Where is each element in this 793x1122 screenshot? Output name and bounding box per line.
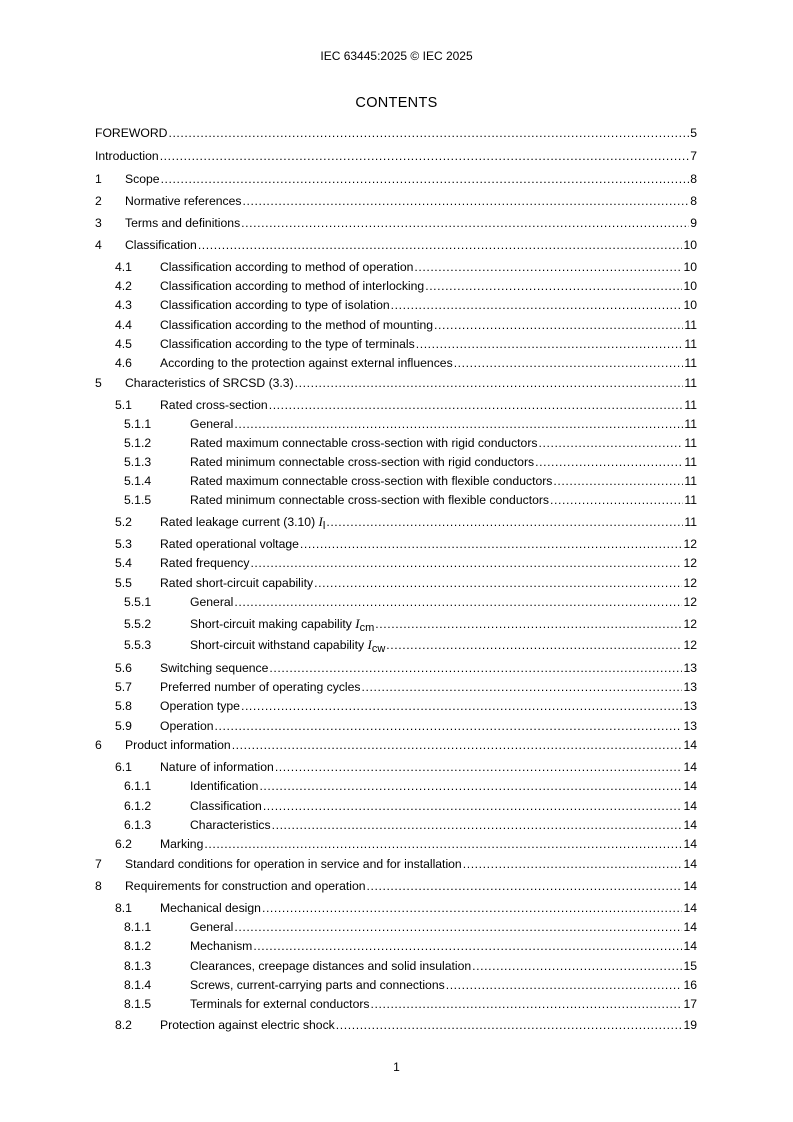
toc-dot-leader [416, 337, 684, 351]
toc-entry-title: Classification [125, 238, 197, 252]
toc-entry-title: Introduction [95, 149, 159, 163]
toc-entry[interactable] [95, 194, 697, 210]
contents-title: CONTENTS [355, 95, 438, 111]
document-header: IEC 63445:2025 © IEC 2025 [320, 49, 473, 63]
toc-entry[interactable] [124, 455, 697, 471]
toc-entry-number: 7 [95, 857, 102, 871]
toc-dot-leader [272, 818, 683, 832]
toc-entry-page: 19 [683, 1018, 697, 1032]
toc-entry-page: 14 [683, 857, 697, 871]
toc-dot-leader [275, 760, 683, 774]
toc-entry-title: General [190, 417, 234, 431]
toc-entry[interactable] [95, 172, 697, 188]
toc-entry-title: Classification according to method of interlocking [160, 279, 425, 293]
toc-dot-leader [362, 680, 683, 694]
toc-entry-number: 5 [95, 376, 102, 390]
toc-entry-number: 5.5 [115, 576, 132, 590]
toc-entry[interactable] [95, 879, 697, 895]
toc-entry[interactable] [124, 997, 697, 1013]
toc-dot-leader [198, 238, 683, 252]
toc-entry-title: Rated maximum connectable cross-section with rigid conductors [190, 436, 538, 450]
toc-entry[interactable] [95, 857, 697, 873]
toc-entry-title: Rated short-circuit capability [160, 576, 314, 590]
toc-entry-title: Rated minimum connectable cross-section with rigid conductors [190, 455, 535, 469]
current-symbol: I [355, 616, 360, 631]
toc-entry[interactable] [115, 699, 697, 715]
toc-dot-leader [250, 556, 682, 570]
toc-dot-leader [204, 837, 682, 851]
toc-dot-leader [160, 149, 690, 163]
toc-entry-title: Terms and definitions [125, 216, 241, 230]
toc-entry-page: 14 [683, 901, 697, 915]
toc-entry-page: 8 [690, 194, 697, 208]
toc-entry-number: 5.2 [115, 515, 132, 529]
toc-entry-title: According to the protection against external influences [160, 356, 453, 370]
toc-entry-page: 14 [683, 760, 697, 774]
toc-entry-number: 5.5.3 [124, 638, 152, 652]
toc-entry-title: Classification according to type of isolation [160, 298, 390, 312]
toc-entry-page: 13 [683, 661, 697, 675]
toc-entry[interactable] [115, 318, 697, 334]
toc-entry-title: Nature of information [160, 760, 274, 774]
toc-dot-leader [168, 126, 689, 140]
toc-entry-page: 14 [683, 837, 697, 851]
toc-entry-number: 5.4 [115, 556, 132, 570]
toc-entry[interactable] [115, 398, 697, 414]
toc-entry-title: Characteristics of SRCSD (3.3) [125, 376, 294, 390]
toc-dot-leader [263, 799, 683, 813]
toc-entry-title: Classification according to method of operation [160, 260, 414, 274]
toc-entry-number: 3 [95, 216, 102, 230]
toc-entry[interactable] [95, 238, 697, 254]
toc-dot-leader [234, 595, 682, 609]
toc-entry-number: 4 [95, 238, 102, 252]
toc-entry-page: 13 [683, 719, 697, 733]
toc-dot-leader [553, 474, 683, 488]
toc-entry-title: Marking [160, 837, 204, 851]
toc-entry-number: 8.1.2 [124, 939, 152, 953]
toc-dot-leader [391, 298, 683, 312]
toc-entry-title: General [190, 920, 234, 934]
toc-entry-title: Short-circuit withstand capability Icw [190, 637, 386, 655]
toc-entry-title: Protection against electric shock [160, 1018, 335, 1032]
toc-entry-number: 6.1.1 [124, 779, 152, 793]
toc-dot-leader [300, 537, 683, 551]
toc-entry[interactable] [115, 837, 697, 853]
toc-entry-page: 11 [684, 515, 697, 529]
toc-entry-title: Operation [160, 719, 214, 733]
toc-entry-page: 12 [683, 556, 697, 570]
toc-entry-number: 4.6 [115, 356, 132, 370]
toc-entry-title: Classification [190, 799, 262, 813]
toc-entry-title: Switching sequence [160, 661, 269, 675]
toc-entry[interactable] [124, 637, 697, 653]
toc-entry-page: 13 [683, 699, 697, 713]
toc-dot-leader [241, 699, 682, 713]
toc-dot-leader [232, 738, 683, 752]
toc-entry[interactable] [115, 760, 697, 776]
toc-entry-number: 8.1 [115, 901, 132, 915]
toc-entry-page: 12 [683, 576, 697, 590]
toc-entry-number: 5.1.5 [124, 493, 152, 507]
toc-entry-page: 10 [683, 279, 697, 293]
toc-entry-title: Identification [190, 779, 259, 793]
toc-entry-page: 8 [690, 172, 697, 186]
toc-entry-number: 8 [95, 879, 102, 893]
toc-entry[interactable] [115, 537, 697, 553]
toc-entry-page: 11 [684, 376, 697, 390]
toc-entry-title: Terminals for external conductors [190, 997, 370, 1011]
toc-entry-number: 5.1 [115, 398, 132, 412]
toc-entry-title: Rated maximum connectable cross-section with flexible conductors [190, 474, 553, 488]
toc-entry-title: Scope [125, 172, 160, 186]
toc-dot-leader [326, 515, 683, 529]
toc-entry-title: Standard conditions for operation in service and for installation [125, 857, 462, 871]
toc-entry-page: 10 [683, 298, 697, 312]
toc-dot-leader [234, 920, 682, 934]
toc-entry-page: 11 [684, 455, 697, 469]
toc-entry-page: 5 [690, 126, 697, 140]
toc-dot-leader [262, 901, 682, 915]
toc-dot-leader [336, 1018, 683, 1032]
toc-entry-page: 14 [683, 879, 697, 893]
toc-entry-number: 6 [95, 738, 102, 752]
toc-entry-title: Mechanism [190, 939, 253, 953]
toc-entry[interactable] [124, 959, 697, 975]
current-symbol: I [367, 637, 372, 652]
toc-entry-number: 4.5 [115, 337, 132, 351]
toc-entry-title: Clearances, creepage distances and solid insulation [190, 959, 472, 973]
toc-entry-number: 5.5.1 [124, 595, 152, 609]
toc-entry-number: 8.1.1 [124, 920, 152, 934]
toc-entry-page: 17 [683, 997, 697, 1011]
toc-entry-title: Short-circuit making capability Icm [190, 616, 375, 634]
toc-entry-page: 10 [683, 238, 697, 252]
toc-dot-leader [314, 576, 682, 590]
toc-dot-leader [241, 216, 689, 230]
toc-entry-number: 1 [95, 172, 102, 186]
toc-entry-title: General [190, 595, 234, 609]
toc-entry-number: 5.9 [115, 719, 132, 733]
toc-entry-number: 2 [95, 194, 102, 208]
toc-dot-leader [425, 279, 682, 293]
page-number: 1 [393, 1060, 400, 1074]
toc-dot-leader [367, 879, 683, 893]
toc-entry-page: 14 [683, 939, 697, 953]
toc-entry-page: 11 [684, 436, 697, 450]
toc-dot-leader [269, 398, 684, 412]
toc-entry-number: 5.8 [115, 699, 132, 713]
toc-entry-page: 14 [683, 818, 697, 832]
toc-entry-number: 6.1.3 [124, 818, 152, 832]
toc-dot-leader [253, 939, 682, 953]
toc-dot-leader [375, 617, 682, 631]
toc-entry-number: 5.1.2 [124, 436, 152, 450]
current-symbol-subscript: l [322, 520, 326, 532]
toc-entry-title: Classification according to the method of mounting [160, 318, 434, 332]
current-symbol-subscript: cm [359, 622, 375, 634]
toc-entry-page: 11 [684, 493, 697, 507]
toc-entry-page: 16 [683, 978, 697, 992]
toc-entry-page: 14 [683, 799, 697, 813]
toc-entry-page: 9 [690, 216, 697, 230]
toc-dot-leader [550, 493, 683, 507]
toc-entry-number: 6.2 [115, 837, 132, 851]
toc-entry[interactable] [95, 149, 697, 165]
toc-entry[interactable] [115, 337, 697, 353]
toc-entry-title: Operation type [160, 699, 240, 713]
toc-entry-number: 5.1.3 [124, 455, 152, 469]
toc-entry-page: 11 [684, 318, 697, 332]
toc-dot-leader [295, 376, 684, 390]
toc-entry-page: 12 [683, 617, 697, 631]
toc-entry-page: 11 [684, 417, 697, 431]
toc-entry-number: 8.1.5 [124, 997, 152, 1011]
toc-entry-page: 14 [683, 779, 697, 793]
toc-entry[interactable] [124, 474, 697, 490]
toc-entry[interactable] [115, 661, 697, 677]
toc-entry[interactable] [115, 279, 697, 295]
toc-entry-number: 8.2 [115, 1018, 132, 1032]
toc-entry-page: 13 [683, 680, 697, 694]
toc-entry-number: 5.1.4 [124, 474, 152, 488]
current-symbol-subscript: cw [371, 643, 386, 655]
toc-entry-number: 5.5.2 [124, 617, 152, 631]
toc-entry[interactable] [115, 719, 697, 735]
toc-entry-title: Characteristics [190, 818, 271, 832]
toc-entry-number: 5.7 [115, 680, 132, 694]
toc-entry-title: Product information [125, 738, 231, 752]
toc-dot-leader [259, 779, 682, 793]
toc-entry[interactable] [124, 595, 697, 611]
toc-entry-number: 6.1 [115, 760, 132, 774]
toc-entry-page: 12 [683, 595, 697, 609]
toc-entry[interactable] [115, 356, 697, 372]
toc-dot-leader [386, 638, 682, 652]
toc-entry-number: 8.1.4 [124, 978, 152, 992]
toc-entry-page: 7 [690, 149, 697, 163]
toc-entry[interactable] [115, 576, 697, 592]
toc-entry[interactable] [124, 799, 697, 815]
toc-entry-page: 11 [684, 398, 697, 412]
toc-entry-number: 4.2 [115, 279, 132, 293]
toc-entry[interactable] [115, 680, 697, 696]
toc-entry-title: Screws, current-carrying parts and connections [190, 978, 445, 992]
toc-entry-title: Classification according to the type of terminals [160, 337, 415, 351]
toc-dot-leader [269, 661, 682, 675]
toc-entry-number: 6.1.2 [124, 799, 152, 813]
toc-entry[interactable] [124, 920, 697, 936]
toc-entry-page: 14 [683, 738, 697, 752]
toc-entry-page: 11 [684, 474, 697, 488]
toc-entry-number: 4.3 [115, 298, 132, 312]
toc-entry-page: 12 [683, 638, 697, 652]
toc-entry[interactable] [124, 818, 697, 834]
toc-entry[interactable] [115, 556, 697, 572]
toc-entry-title: Rated cross-section [160, 398, 268, 412]
toc-dot-leader [234, 417, 683, 431]
toc-entry-page: 15 [683, 959, 697, 973]
toc-entry-page: 12 [683, 537, 697, 551]
toc-entry-number: 8.1.3 [124, 959, 152, 973]
toc-entry-title: Rated minimum connectable cross-section with flexible conductors [190, 493, 550, 507]
toc-dot-leader [414, 260, 682, 274]
toc-entry[interactable] [115, 1018, 697, 1034]
toc-entry[interactable] [124, 493, 697, 509]
toc-entry[interactable] [115, 514, 697, 530]
toc-entry-title: Requirements for construction and operation [125, 879, 366, 893]
toc-entry-title: FOREWORD [95, 126, 168, 140]
toc-dot-leader [434, 318, 683, 332]
toc-entry-title: Preferred number of operating cycles [160, 680, 361, 694]
toc-entry[interactable] [124, 939, 697, 955]
toc-entry-page: 11 [684, 337, 697, 351]
toc-entry-title: Rated operational voltage [160, 537, 299, 551]
toc-entry[interactable] [124, 417, 697, 433]
toc-dot-leader [463, 857, 683, 871]
toc-entry[interactable] [115, 260, 697, 276]
toc-dot-leader [161, 172, 690, 186]
toc-entry-number: 5.6 [115, 661, 132, 675]
current-symbol: I [318, 514, 323, 529]
toc-entry[interactable] [115, 298, 697, 314]
toc-entry-title: Rated leakage current (3.10) Il [160, 514, 326, 532]
toc-entry-number: 4.4 [115, 318, 132, 332]
toc-entry-title: Normative references [125, 194, 242, 208]
toc-entry-title: Rated frequency [160, 556, 250, 570]
toc-entry[interactable] [95, 738, 697, 754]
toc-entry-page: 11 [684, 356, 697, 370]
toc-entry[interactable] [115, 901, 697, 917]
toc-dot-leader [446, 978, 683, 992]
toc-entry[interactable] [95, 376, 697, 392]
toc-entry-number: 4.1 [115, 260, 132, 274]
toc-dot-leader [215, 719, 683, 733]
toc-entry-number: 5.3 [115, 537, 132, 551]
toc-entry-title: Mechanical design [160, 901, 261, 915]
toc-dot-leader [454, 356, 684, 370]
toc-entry[interactable] [124, 978, 697, 994]
toc-entry[interactable] [124, 779, 697, 795]
toc-entry[interactable] [95, 216, 697, 232]
toc-entry[interactable] [124, 616, 697, 632]
toc-entry[interactable] [95, 126, 697, 142]
toc-entry[interactable] [124, 436, 697, 452]
toc-entry-number: 5.1.1 [124, 417, 152, 431]
toc-dot-leader [371, 997, 683, 1011]
toc-entry-page: 14 [683, 920, 697, 934]
toc-dot-leader [539, 436, 684, 450]
toc-dot-leader [243, 194, 690, 208]
toc-entry-page: 10 [683, 260, 697, 274]
toc-dot-leader [535, 455, 683, 469]
toc-dot-leader [472, 959, 682, 973]
